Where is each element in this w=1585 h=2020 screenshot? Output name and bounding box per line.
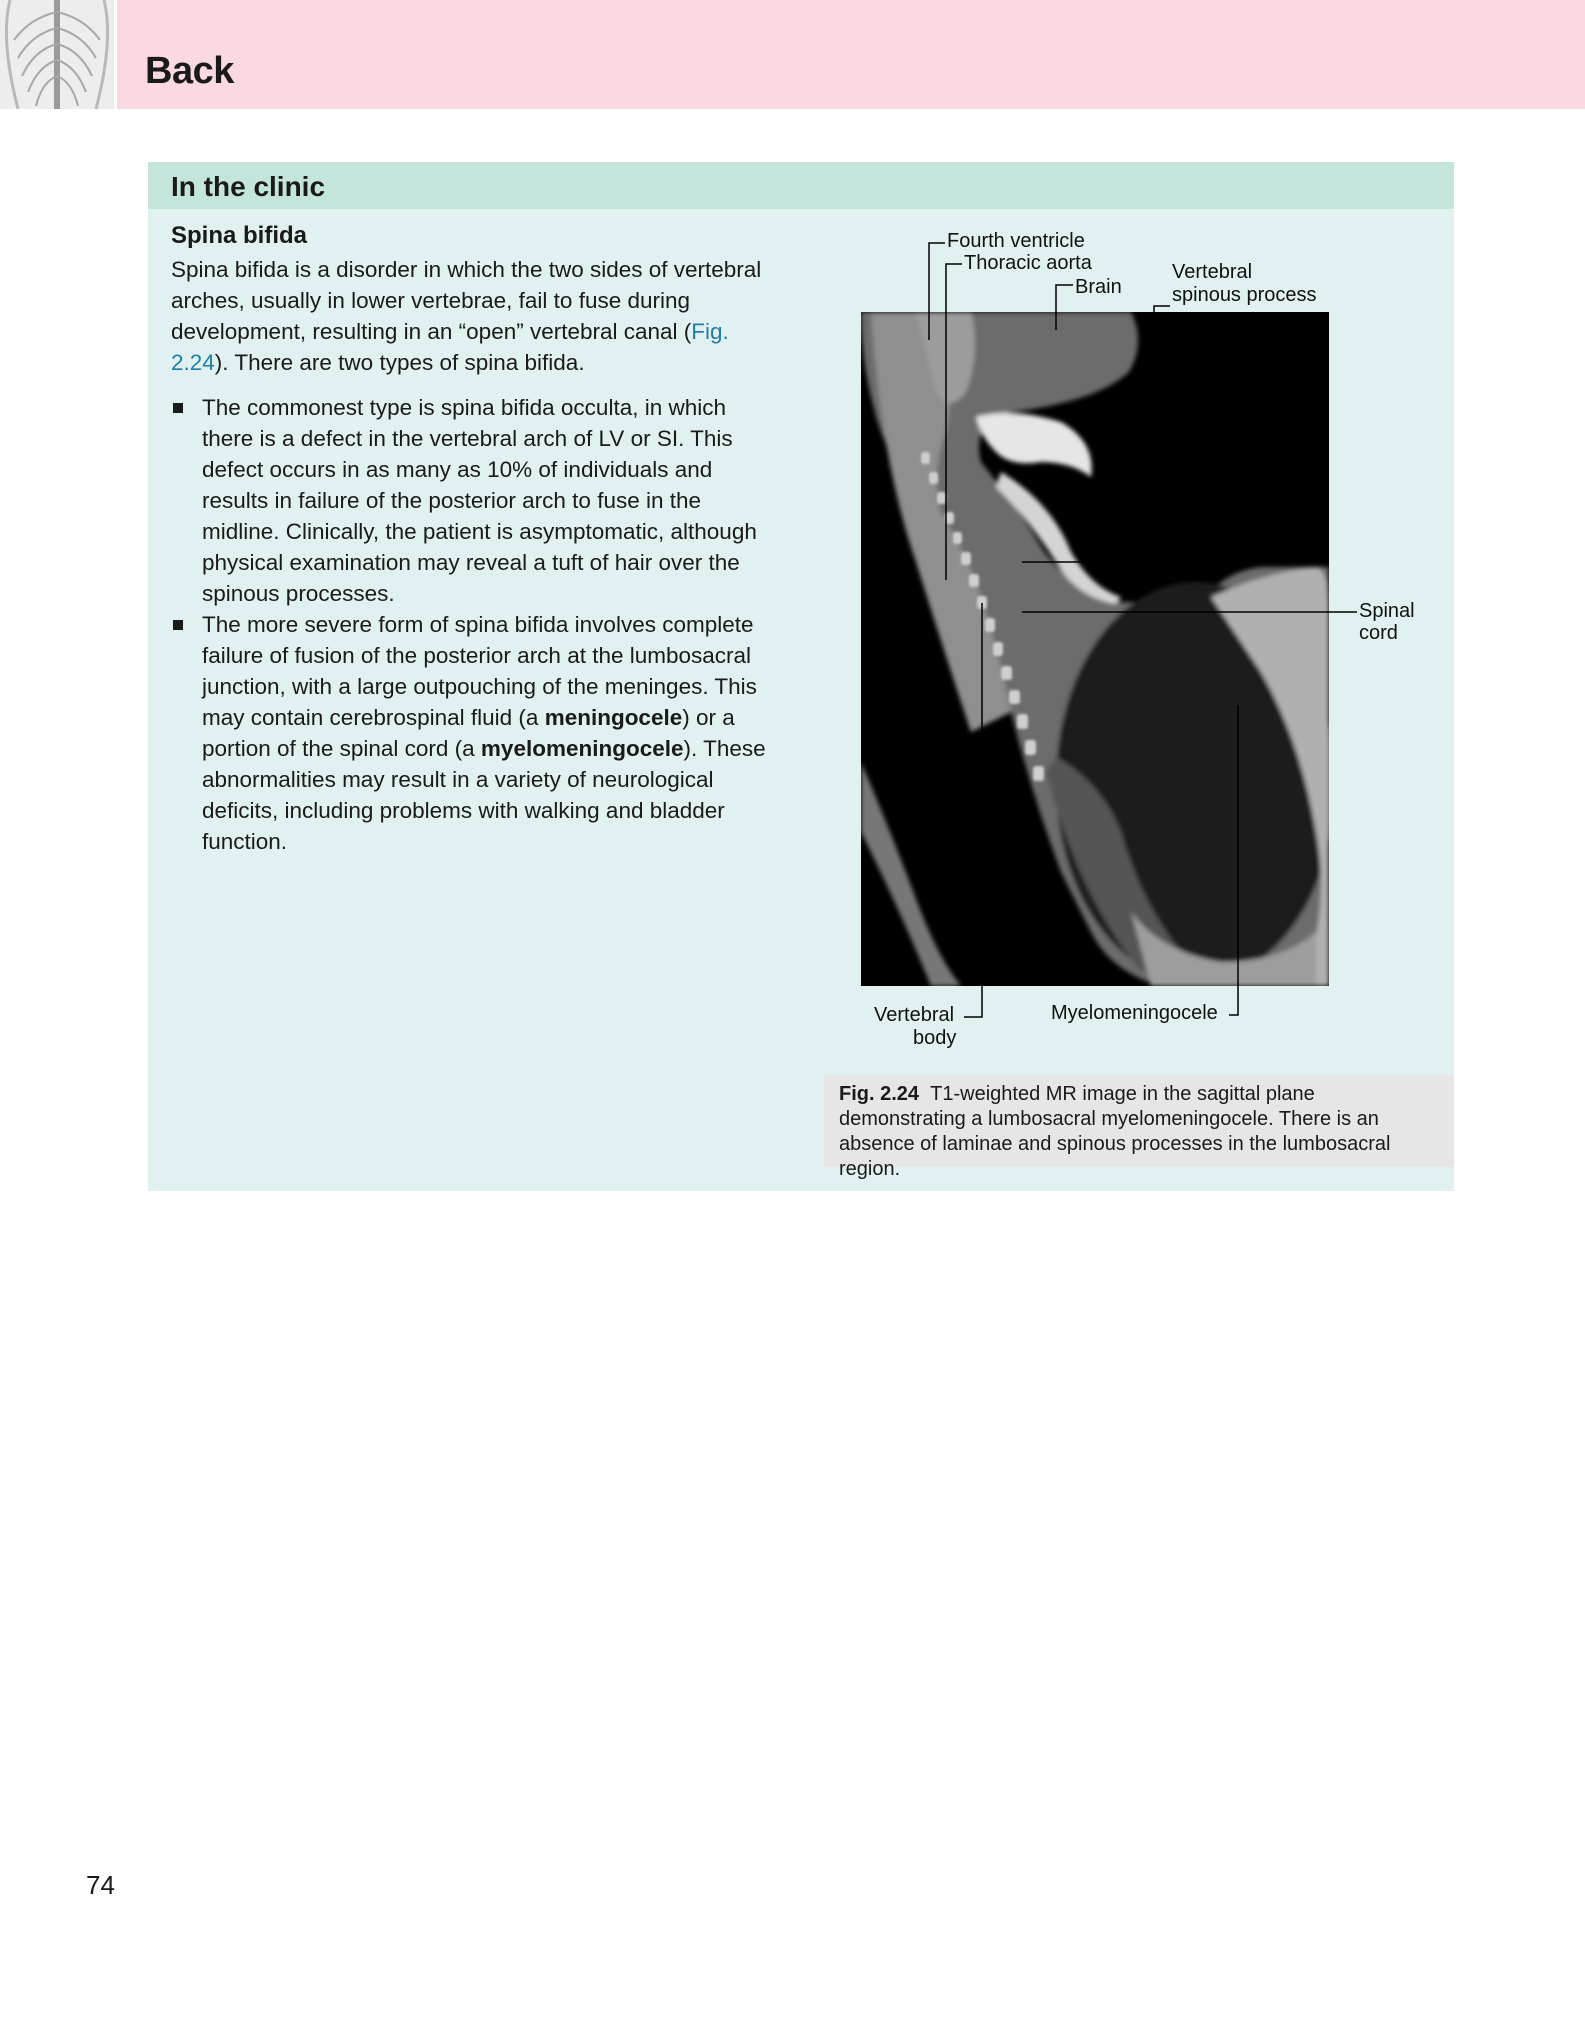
section-title: Spina bifida — [171, 222, 308, 249]
page-title: Back — [145, 50, 234, 92]
label-spinal-cord-1: Spinal — [1359, 600, 1415, 622]
clinic-heading: In the clinic — [171, 171, 326, 202]
label-spinal-cord-2: cord — [1359, 622, 1398, 644]
label-myelomeningocele: Myelomeningocele — [1051, 1002, 1218, 1024]
label-vertebral-body-1: Vertebral — [874, 1004, 955, 1026]
label-thoracic-aorta: Thoracic aorta — [964, 252, 1092, 274]
list-item: The commonest type is spina bifida occulta, in which there is a defect in the vertebral arch of LV or SI. This defect occurs in as many as 10% of individuals and results in failure of the posterior arch to fuse in the midline. Clinically, the patient is asymptomatic, although physical examination may reveal a tuft of hair over the spinous processes. — [171, 392, 781, 609]
label-fourth-ventricle: Fourth ventricle — [947, 230, 1085, 252]
label-vertebral-spinous-2: spinous process — [1172, 284, 1317, 306]
figure-link[interactable]: Fig. 2.24 — [171, 319, 729, 375]
figure-caption: Fig. 2.24 T1-weighted MR image in the sagittal plane demonstrating a lumbosacral myelomeningocele. There is an absence of laminae and spinous processes in the lumbosacral region. — [839, 1083, 1391, 1180]
label-vertebral-spinous-1: Vertebral — [1172, 261, 1253, 283]
page-number: 74 — [86, 1870, 115, 1900]
label-vertebral-body-2: body — [913, 1027, 957, 1049]
intro-paragraph: Spina bifida is a disorder in which the two sides of vertebral arches, usually in lower vertebrae, fail to fuse during development, resulting in an “open” vertebral canal (Fig. 2.24). There are two types of spina bifida. — [171, 257, 762, 375]
list-item: The more severe form of spina bifida involves complete failure of fusion of the posterior arch at the lumbosacral junction, with a large outpouching of the meninges. This may contain cerebrospinal fluid (a meningocele) or a portion of the spinal cord (a myelomeningocele). These abnormalities may result in a variety of neurological deficits, including problems with walking and bladder function. — [171, 609, 781, 857]
label-brain: Brain — [1075, 276, 1122, 298]
